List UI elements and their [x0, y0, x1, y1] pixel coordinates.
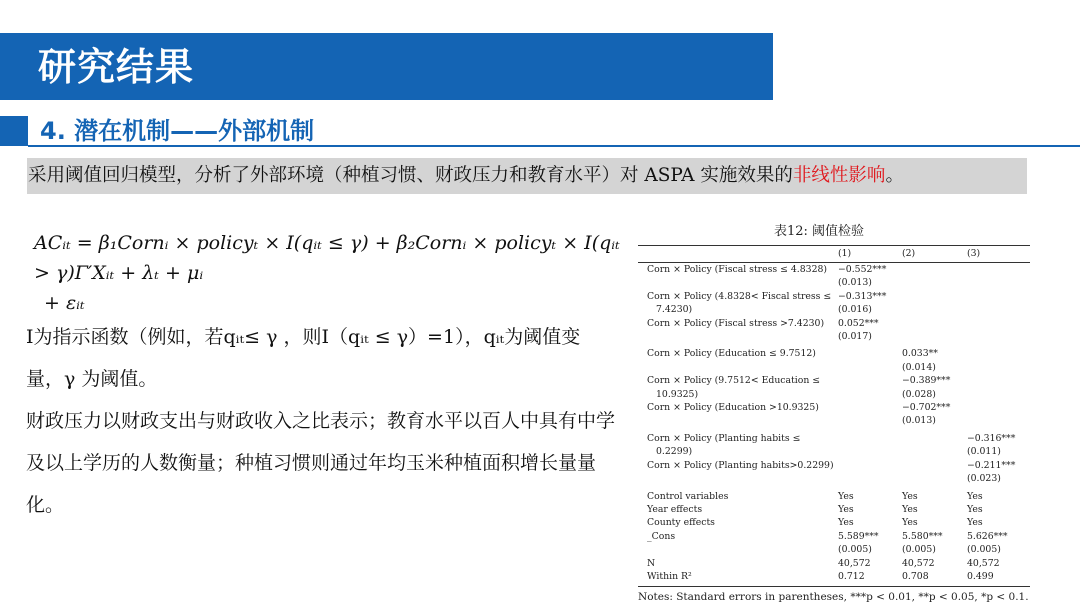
table-row — [638, 317, 1030, 330]
table-cell — [967, 374, 1030, 387]
table-row — [638, 290, 1030, 303]
table-header-row — [638, 246, 1030, 263]
table-row-label: Corn × Policy (Planting habits>0.2299) — [647, 459, 834, 471]
table-cell — [838, 472, 902, 485]
table-caption: 表12: 阈值检验 — [773, 224, 865, 239]
table-row-label: Control variables — [647, 490, 729, 502]
table-cell — [967, 343, 1030, 360]
table-cell: −0.313*** — [838, 290, 887, 302]
table-cell — [967, 263, 1030, 277]
table-cell — [967, 303, 1030, 316]
table-row — [638, 401, 1030, 414]
table-row-label: County effects — [647, 517, 715, 529]
table-row — [638, 516, 1030, 529]
table-cell: 0.712 — [838, 570, 902, 587]
table-cell — [838, 401, 902, 414]
table-cell — [902, 317, 967, 330]
table-cell — [967, 388, 1030, 401]
table-row-label: _Cons — [647, 530, 676, 542]
table-row-label: 7.4230) — [656, 304, 693, 316]
table-cell: (0.013) — [902, 415, 936, 427]
table-row-label: N — [647, 557, 656, 569]
table-cell — [838, 459, 902, 472]
table-row — [638, 543, 1030, 556]
table-cell: 40,572 — [902, 557, 935, 569]
table-row-label: 0.2299) — [656, 446, 693, 458]
table-cell — [967, 290, 1030, 303]
table-row-label — [638, 361, 838, 374]
table-row — [638, 276, 1030, 289]
table-cell: −0.552*** — [838, 264, 887, 275]
table-row — [638, 503, 1030, 516]
table-header-cell: (3) — [967, 246, 1030, 263]
table-cell — [902, 428, 967, 445]
table-cell: Yes — [902, 517, 918, 529]
table-cell: Yes — [838, 503, 854, 515]
summary-emphasis: 非线性影响 — [792, 165, 886, 186]
table-cell: (0.023) — [967, 473, 1001, 485]
table-cell — [902, 290, 967, 303]
table-row — [638, 472, 1030, 485]
table-row-label — [638, 276, 838, 289]
formula-line-2: + εᵢₜ — [44, 292, 85, 314]
table-cell — [902, 330, 967, 343]
table-cell — [967, 414, 1030, 427]
table-cell: 0.052*** — [838, 317, 879, 329]
table-cell: (0.005) — [902, 544, 936, 556]
table-row — [638, 445, 1030, 458]
table-row — [638, 557, 1030, 570]
table-notes: Notes: Standard errors in parentheses, ***p < 0.01, **p < 0.05, *p < 0.1. — [638, 591, 1029, 604]
section-title: 4. 潜在机制——外部机制 — [40, 117, 315, 145]
section-marker — [0, 116, 28, 146]
table-cell: −0.702*** — [902, 402, 951, 414]
explanation-paragraph-2: 财政压力以财政支出与财政收入之比表示；教育水平以百人中具有中学及以上学历的人数衡量；种植习惯则通过年均玉米种植面积增长量量化。 — [26, 410, 616, 516]
table-cell — [838, 361, 902, 374]
threshold-test-table — [638, 220, 1030, 603]
table-header-cell: (1) — [838, 246, 902, 263]
summary-text-before: 采用阈值回归模型，分析了外部环境（种植习惯、财政压力和教育水平）对 ASPA 实施效果的 — [28, 165, 793, 186]
table-body — [638, 263, 1030, 587]
table-cell: −0.316*** — [967, 432, 1016, 444]
table-cell — [902, 445, 967, 458]
table-cell — [838, 388, 902, 401]
table-row-label: Corn × Policy (Fiscal stress ≤ 4.8328) — [647, 264, 828, 275]
table-row — [638, 530, 1030, 543]
table-cell: Yes — [902, 503, 918, 515]
table-cell — [838, 343, 902, 360]
table-row-label: Within R² — [638, 570, 838, 587]
table-cell: Yes — [967, 503, 983, 515]
table-row-label: Corn × Policy (Fiscal stress >7.4230) — [647, 317, 825, 329]
table-cell: (0.016) — [838, 304, 872, 316]
table-cell — [838, 414, 902, 427]
table-row-label — [638, 543, 838, 556]
table-cell: 5.626*** — [967, 530, 1008, 542]
table-cell — [838, 428, 902, 445]
table-cell — [967, 330, 1030, 343]
table-cell: (0.005) — [967, 544, 1001, 556]
regression-formula — [34, 228, 634, 318]
table-cell — [967, 276, 1030, 289]
summary-text-after: 。 — [885, 165, 904, 186]
table-cell: Yes — [838, 517, 854, 529]
table-cell — [902, 263, 967, 277]
table-header-cell — [638, 246, 838, 263]
table-cell — [967, 401, 1030, 414]
table-header-cell: (2) — [902, 246, 967, 263]
table-row-label: 10.9325) — [656, 388, 699, 400]
table-cell: 5.589*** — [838, 530, 879, 542]
table-cell: 40,572 — [838, 557, 871, 569]
explanation-paragraph-1: I为指示函数（例如，若qᵢₜ≤ γ ，则I（qᵢₜ ≤ γ）=1），qᵢₜ为阈值变量，γ 为阈值。 — [26, 326, 581, 390]
table-cell: 5.580*** — [902, 530, 943, 542]
table-row-label: Corn × Policy (4.8328< Fiscal stress ≤ — [647, 290, 832, 302]
table-row — [638, 361, 1030, 374]
table-row-label — [638, 472, 838, 485]
table-cell — [838, 374, 902, 387]
table-row — [638, 428, 1030, 445]
table-row-label: Year effects — [647, 503, 703, 515]
table-row-label: Corn × Policy (Education ≤ 9.7512) — [647, 348, 816, 360]
table-cell: (0.028) — [902, 388, 936, 400]
table-row — [638, 570, 1030, 587]
table-cell: (0.017) — [838, 331, 872, 343]
table-cell — [902, 303, 967, 316]
table-cell: Yes — [967, 490, 983, 502]
table-row — [638, 330, 1030, 343]
table-cell: (0.014) — [902, 361, 936, 373]
table-cell: Yes — [967, 517, 983, 529]
table-cell — [967, 361, 1030, 374]
table-row — [638, 388, 1030, 401]
table-row-label: Corn × Policy (Education >10.9325) — [647, 402, 819, 414]
table-row — [638, 343, 1030, 360]
table-cell — [838, 445, 902, 458]
table-row — [638, 459, 1030, 472]
explanation-text — [26, 316, 616, 526]
table-cell: (0.013) — [838, 277, 872, 289]
results-table — [638, 245, 1030, 587]
table-row-label: Corn × Policy (9.7512< Education ≤ — [647, 375, 821, 387]
table-cell: 0.499 — [967, 570, 1030, 587]
summary-text — [28, 163, 904, 189]
table-row — [638, 374, 1030, 387]
table-cell: (0.011) — [967, 446, 1001, 458]
table-cell: −0.211*** — [967, 459, 1016, 471]
page-title: 研究结果 — [38, 45, 195, 89]
table-cell: 0.033** — [902, 348, 938, 360]
table-cell: Yes — [838, 490, 854, 502]
table-row — [638, 414, 1030, 427]
table-cell: 40,572 — [967, 557, 1000, 569]
table-cell: Yes — [902, 490, 918, 502]
table-cell — [902, 472, 967, 485]
table-row — [638, 486, 1030, 503]
table-cell — [967, 317, 1030, 330]
table-row — [638, 263, 1030, 277]
table-row — [638, 303, 1030, 316]
table-cell — [902, 276, 967, 289]
table-row-label: Corn × Policy (Planting habits ≤ — [647, 432, 801, 444]
table-cell: −0.389*** — [902, 375, 951, 387]
table-row-label — [638, 330, 838, 343]
table-row-label — [638, 414, 838, 427]
table-cell — [902, 459, 967, 472]
table-cell: (0.005) — [838, 544, 872, 556]
formula-line-1: ACᵢₜ = β₁Cornᵢ × policyₜ × I(qᵢₜ ≤ γ) + β₂Cornᵢ × policyₜ × I(qᵢₜ > γ)Γ′Xᵢₜ + λₜ + μᵢ — [34, 232, 620, 284]
table-cell: 0.708 — [902, 570, 967, 587]
